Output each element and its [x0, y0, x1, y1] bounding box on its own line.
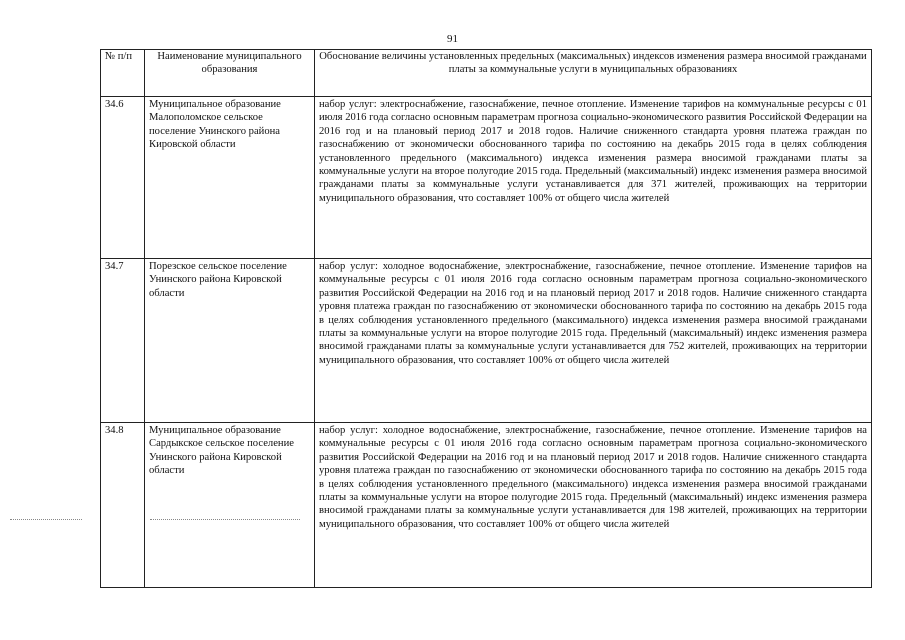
municipality-name: Муниципальное образование Сардыкское сельское поселение Унинского района Кировской области [145, 423, 315, 588]
table-row [101, 423, 872, 588]
scan-artifact-line [10, 519, 82, 520]
municipality-name: Муниципальное образование Малополомское сельское поселение Унинского района Кировской области [145, 97, 315, 259]
justification-text: набор услуг: холодное водоснабжение, электроснабжение, газоснабжение, печное отопление. Изменение тарифов на коммунальные ресурсы с 01 июля 2016 года согласно основным параметрам прогноза социально-экономического развития Российской Федерации на 2016 год и на плановый период 2017 и 2018 годов. Наличие сниженного стандарта уровня платежа граждан по газоснабжению от экономически обоснованного тарифа по состоянию на декабрь 2015 года в целях соблюдения установленного предельного (максимального) индекса изменения размера вносимой гражданами платы за коммунальные услуги на второе полугодие 2015 года. Предельный (максимальный) индекс изменения размера вносимой гражданами платы за коммунальные услуги устанавливается для 752 жителей, проживающих на территории муниципального образования, что составляет 100% от общего числа жителей [315, 259, 872, 423]
row-number: 34.8 [101, 423, 145, 588]
municipality-name: Порезское сельское поселение Унинского района Кировской области [145, 259, 315, 423]
table-row [101, 259, 872, 423]
header-num: № п/п [101, 50, 145, 97]
tariff-index-table [100, 49, 872, 588]
scan-artifact-line [150, 519, 300, 520]
row-number: 34.7 [101, 259, 145, 423]
header-justification: Обоснование величины установленных предельных (максимальных) индексов изменения размера вносимой гражданами платы за коммунальные услуги в муниципальных образованиях [315, 50, 872, 97]
table-header-row [101, 50, 872, 97]
page-number: 91 [447, 33, 458, 45]
justification-text: набор услуг: холодное водоснабжение, электроснабжение, газоснабжение, печное отопление. Изменение тарифов на коммунальные ресурсы с 01 июля 2016 года согласно основным параметрам прогноза социально-экономического развития Российской Федерации на 2016 год и на плановый период 2017 и 2018 годов. Наличие сниженного стандарта уровня платежа граждан по газоснабжению от экономически обоснованного тарифа по состоянию на декабрь 2015 года в целях соблюдения установленного предельного (максимального) индекса изменения размера вносимой гражданами платы за коммунальные услуги на второе полугодие 2015 года. Предельный (максимальный) индекс изменения размера вносимой гражданами платы за коммунальные услуги устанавливается для 198 жителей, проживающих на территории муниципального образования, что составляет 100% от общего числа жителей [315, 423, 872, 588]
header-name: Наименование муниципального образования [145, 50, 315, 97]
row-number: 34.6 [101, 97, 145, 259]
table-row [101, 97, 872, 259]
justification-text: набор услуг: электроснабжение, газоснабжение, печное отопление. Изменение тарифов на коммунальные ресурсы с 01 июля 2016 года согласно основным параметрам прогноза социально-экономического развития Российской Федерации на 2016 год и на плановый период 2017 и 2018 годов. Наличие сниженного стандарта уровня платежа граждан по газоснабжению от экономически обоснованного тарифа по состоянию на декабрь 2015 года в целях соблюдения установленного предельного (максимального) индекса изменения размера вносимой гражданами платы за коммунальные услуги на второе полугодие 2015 года. Предельный (максимальный) индекс изменения размера вносимой гражданами платы за коммунальные услуги устанавливается для 371 жителей, проживающих на территории муниципального образования, что составляет 100% от общего числа жителей [315, 97, 872, 259]
